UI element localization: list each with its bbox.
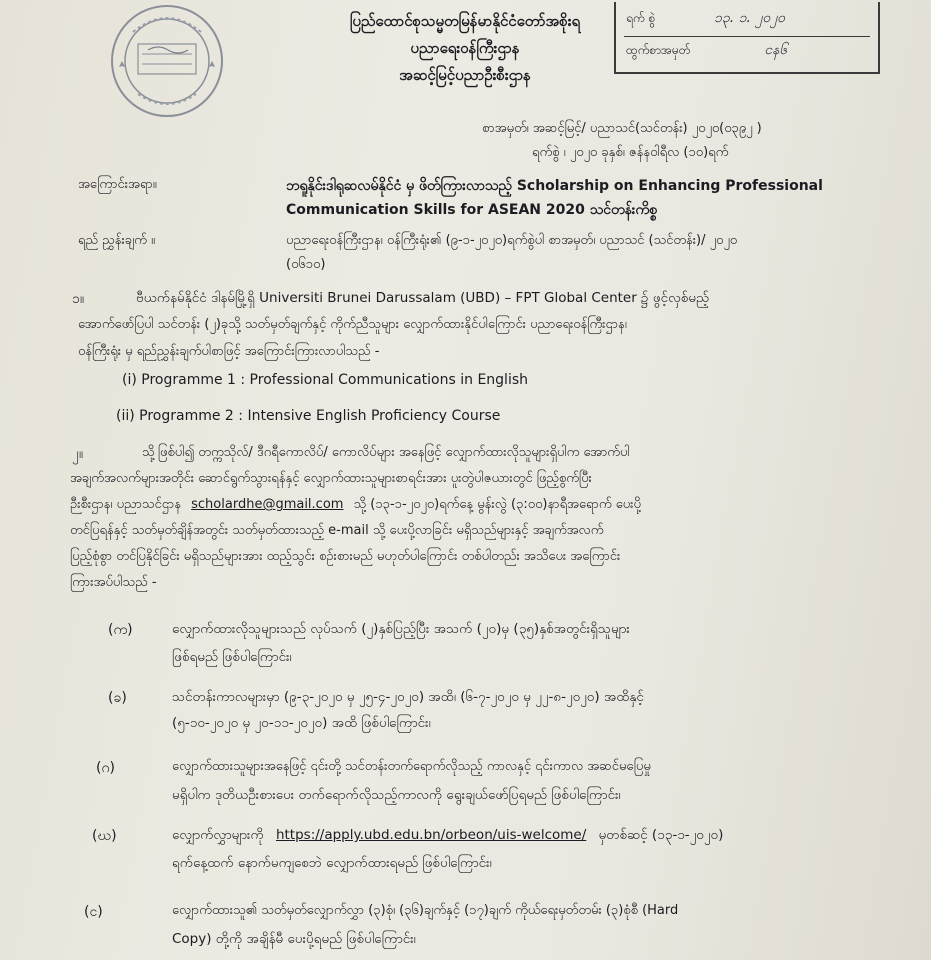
item-ga-marker: (ဂ) — [96, 760, 115, 776]
item-gha-line-2: ရက်နေ့ထက် နောက်မကျစေဘဲ လျှောက်ထားရမည် ဖြစ်ပါကြောင်း၊ — [172, 855, 492, 871]
letterhead-department: အဆင့်မြင့်ပညာဦးစီးဌာန — [399, 66, 531, 84]
item-ga-line-2: မရှိပါက ဒုတိယဦးစားပေး တက်ရောက်လိုသည့်ကာလကို ရွေးချယ်ဖော်ပြရမည် ဖြစ်ပါကြောင်း၊ — [172, 787, 621, 803]
item-ka-marker: (က) — [108, 622, 133, 638]
letterhead-government: ပြည်ထောင်စုသမ္မတမြန်မာနိုင်ငံတော်အစိုးရ — [349, 12, 581, 30]
reference-line-2: (၀၆၁၀) — [286, 257, 326, 272]
item-kha-line-1: သင်တန်းကာလများမှာ (၉-၃-၂၀၂၀ မှ ၂၅-၄-၂၀၂၀) အထိ၊ (၆-၇-၂၀၂၀ မှ ၂၂-၈-၂၀၂၀) အထိနှင့် — [172, 689, 644, 705]
para-2-line-3 — [70, 496, 641, 515]
official-seal-icon — [108, 2, 226, 120]
para-2-line-2: အချက်အလက်များအတိုင်း ဆောင်ရွက်သွားရန်နှင့် လျှောက်ထားသူများစာရင်းအား ပူးတွဲပါဇယားတွင် ဖြည့်စွက်ပြီး — [70, 471, 592, 486]
stamp-number-label: ထွက်စာအမှတ် — [626, 43, 691, 57]
item-gha-line-1 — [172, 826, 723, 846]
item-kha-marker: (ခ) — [108, 690, 127, 706]
para-2-line-6: ကြားအပ်ပါသည် - — [70, 575, 157, 590]
letter-ref-number: စာအမှတ်၊ အဆင့်မြင့်/ ပညာသင်(သင်တန်း) ၂၀၂၀(၀၃၉၂ ) — [482, 121, 762, 136]
letter-ref-date: ရက်စွဲ ၊ ၂၀၂၀ ခုနှစ်၊ ဇန်နဝါရီလ (၁၀)ရက် — [532, 145, 729, 160]
letterhead — [300, 8, 630, 89]
stamp-date-value: ၁၃. ၁. ၂၀၂၀ — [714, 10, 785, 26]
para-1-line-2: အောက်ဖော်ပြပါ သင်တန်း (၂)ခုသို့ သတ်မှတ်ချက်နှင့် ကိုက်ညီသူများ လျှောက်ထားနိုင်ပါကြောင်း ပညာရေးဝန်ကြီးဌာန၊ — [78, 317, 627, 332]
subject-line-1: ဘရူနိုင်းဒါရုဆလမ်နိုင်ငံ မှ ဖိတ်ကြားလာသည့် Scholarship on Enhancing Professional — [286, 178, 823, 194]
item-ga-line-1: လျှောက်ထားသူများအနေဖြင့် ၎င်းတို့ သင်တန်းတက်ရောက်လိုသည့် ကာလနှင့် ၎င်းကာလ အဆင်မပြေမှု — [172, 759, 651, 774]
item-nga-line-1: လျှောက်ထားသူ၏ သတ်မှတ်လျှောက်လွှာ (၃)စုံ၊ (၃၆)ချက်နှင့် (၁၇)ချက် ကိုယ်ရေးမှတ်တမ်း (၃)စုံစီ (Hard — [172, 903, 679, 918]
para-2-line-3-start: ဉီးစီးဌာန၊ ပညာသင်ဌာန — [70, 497, 181, 512]
item-nga-marker: (င) — [84, 904, 103, 920]
item-gha-line-1-end: မှတစ်ဆင့် (၁၃-၁-၂၀၂၀) — [598, 827, 724, 843]
para-2-number: ၂။ — [72, 446, 84, 462]
para-2-line-5: ပြည့်စုံစွာ တင်ပြနိုင်ခြင်း မရှိသည်များအား ထည့်သွင်း စဉ်းစားမည် မဟုတ်ပါကြောင်း တစ်ပါတည်း အသိပေး အကြောင်း — [70, 549, 621, 564]
para-2-line-4: တင်ပြရန်နှင့် သတ်မှတ်ချိန်အတွင်း သတ်မှတ်ထားသည့် e-mail သို့ ပေးပို့လာခြင်း မရှိသည်များနှင့် အချက်အလက် — [70, 523, 604, 538]
item-nga-line-2: Copy) တို့ကို အချိန်မီ ပေးပို့ရမည် ဖြစ်ပါကြောင်း၊ — [172, 931, 416, 947]
subject-line-2: Communication Skills for ASEAN 2020 သင်တန်းကိစ္စ — [286, 202, 658, 218]
stamp-number-value: ငန၆ — [764, 42, 788, 58]
item-ka-line-1: လျှောက်ထားလိုသူများသည် လုပ်သက် (၂)နှစ်ပြည့်ပြီး အသက် (၂၀)မှ (၃၅)နှစ်အတွင်းရှိသူများ — [172, 621, 630, 637]
stamp-date-label: ရက် စွဲ — [626, 11, 656, 25]
item-gha-marker: (ဃ) — [92, 828, 117, 844]
subject-label: အကြောင်းအရာ။ — [78, 177, 157, 192]
para-2-line-3-end: သို့ (၁၃-၁-၂၀၂၀)ရက်နေ့ မွန်းလွဲ (၃:၀၀)နာရီအရောက် ပေးပို့ — [353, 497, 641, 512]
item-kha-line-2: (၅-၁၀-၂၀၂၀ မှ ၂၀-၁၁-၂၀၂၀) အထိ ဖြစ်ပါကြောင်း၊ — [172, 715, 431, 731]
para-1-number: ၁။ — [72, 291, 85, 307]
reference-label: ရည် ညွှန်းချက် ။ — [78, 233, 155, 248]
ubd-application-link[interactable]: https://apply.ubd.edu.bn/orbeon/uis-welcome/ — [275, 827, 587, 843]
programme-1: (i) Programme 1 : Professional Communications in English — [122, 372, 528, 388]
stamp-divider — [624, 36, 870, 37]
programme-2: (ii) Programme 2 : Intensive English Proficiency Course — [116, 408, 501, 424]
letterhead-ministry: ပညာရေးဝန်ကြီးဌာန — [410, 39, 520, 57]
para-1-line-3: ဝန်ကြီးရုံး မှ ရည်ညွှန်းချက်ပါစာဖြင့် အကြောင်းကြားလာပါသည် - — [78, 344, 380, 359]
reference-stamp-box — [614, 2, 880, 74]
reference-line-1: ပညာရေးဝန်ကြီးဌာန၊ ဝန်ကြီးရုံး၏ (၉-၁-၂၀၂၀)ရက်စွဲပါ စာအမှတ်၊ ပညာသင် (သင်တန်း)/ ၂၀၂၀ — [286, 233, 738, 248]
submission-email-link[interactable]: scholardhe@gmail.com — [191, 497, 344, 512]
para-1-line-1: ဗီယက်နမ်နိုင်ငံ ဒါနမ်မြို့ရှိ Universiti Brunei Darussalam (UBD) – FPT Global Center ၌ ဖွင့်လှစ်မည့် — [136, 290, 710, 306]
item-ka-line-2: ဖြစ်ရမည် ဖြစ်ပါကြောင်း၊ — [172, 649, 292, 665]
item-gha-line-1-start: လျှောက်လွှာများကို — [172, 827, 264, 843]
para-2-line-1: သို့ဖြစ်ပါ၍ တက္ကသိုလ်/ ဒီဂရီကောလိပ်/ ကောလိပ်များ အနေဖြင့် လျှောက်ထားလိုသူများရှိပါက အောက်ပါ — [142, 445, 630, 460]
